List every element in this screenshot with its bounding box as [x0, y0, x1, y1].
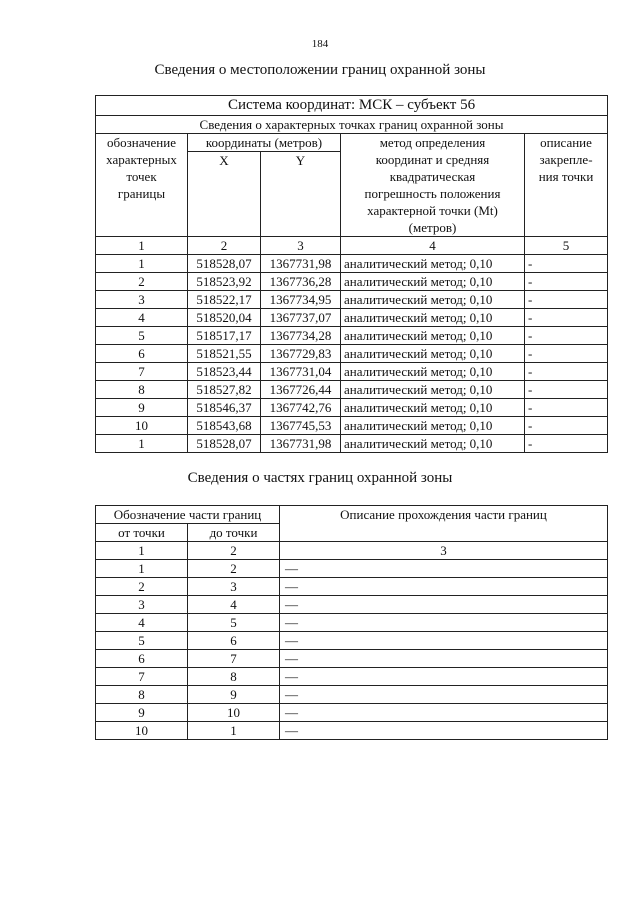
table-row [96, 399, 608, 417]
table-cell: аналитический метод; 0,10 [341, 273, 525, 291]
col-number: 5 [525, 237, 608, 255]
table-cell: 518527,82 [188, 381, 261, 399]
table-row [96, 686, 608, 704]
table-row [96, 650, 608, 668]
table-cell: 3 [188, 578, 280, 596]
col-number: 2 [188, 237, 261, 255]
table-cell: аналитический метод; 0,10 [341, 363, 525, 381]
table-cell: 1367737,07 [261, 309, 341, 327]
header-x: X [188, 152, 261, 237]
table-cell: 8 [188, 668, 280, 686]
table-cell: - [525, 327, 608, 345]
table-cell: 6 [96, 650, 188, 668]
table-cell: 2 [96, 578, 188, 596]
table-cell: - [525, 345, 608, 363]
table-cell: — [280, 632, 608, 650]
table-cell: 8 [96, 381, 188, 399]
table-cell: 9 [96, 704, 188, 722]
header-designation: обозначение характерных точек границы [96, 134, 188, 237]
table-cell: аналитический метод; 0,10 [341, 381, 525, 399]
table-cell: — [280, 704, 608, 722]
header-from-point: от точки [96, 524, 188, 542]
table-row [96, 327, 608, 345]
table-cell: — [280, 614, 608, 632]
table-cell: — [280, 560, 608, 578]
table-cell: 4 [96, 614, 188, 632]
table-cell: 518543,68 [188, 417, 261, 435]
table-row [96, 668, 608, 686]
table-cell: 2 [188, 560, 280, 578]
table-cell: — [280, 668, 608, 686]
table-cell: 7 [96, 668, 188, 686]
table-cell: 10 [96, 722, 188, 740]
table-cell: - [525, 399, 608, 417]
header-method: метод определения координат и средняя квадратическая погрешность положения характерной точки (Mt) (метров) [341, 134, 525, 237]
table-cell: аналитический метод; 0,10 [341, 435, 525, 453]
table-cell: — [280, 686, 608, 704]
table-row [96, 291, 608, 309]
table-cell: 518523,44 [188, 363, 261, 381]
table-cell: - [525, 417, 608, 435]
table-row [96, 578, 608, 596]
boundary-points-table [95, 95, 608, 453]
table-row [96, 632, 608, 650]
table-cell: 7 [96, 363, 188, 381]
table-cell: — [280, 650, 608, 668]
table-cell: 518520,04 [188, 309, 261, 327]
table-row [96, 273, 608, 291]
header-y: Y [261, 152, 341, 237]
table-cell: 3 [96, 291, 188, 309]
table-cell: 5 [188, 614, 280, 632]
table-cell: 1 [96, 255, 188, 273]
table-cell: 518521,55 [188, 345, 261, 363]
table-row [96, 704, 608, 722]
table-row [96, 596, 608, 614]
table-cell: 3 [96, 596, 188, 614]
table-cell: - [525, 381, 608, 399]
table-cell: 8 [96, 686, 188, 704]
table-cell: 9 [188, 686, 280, 704]
table-cell: 1367734,28 [261, 327, 341, 345]
table-cell: аналитический метод; 0,10 [341, 255, 525, 273]
table-cell: 9 [96, 399, 188, 417]
table-cell: 1367729,83 [261, 345, 341, 363]
header-to-point: до точки [188, 524, 280, 542]
table-cell: 1367731,98 [261, 435, 341, 453]
table-row [96, 255, 608, 273]
table-cell: 1 [188, 722, 280, 740]
boundary-parts-table [95, 505, 608, 740]
col-number: 4 [341, 237, 525, 255]
col-number: 3 [261, 237, 341, 255]
table-cell: - [525, 309, 608, 327]
table-cell: 1367726,44 [261, 381, 341, 399]
table-cell: аналитический метод; 0,10 [341, 327, 525, 345]
table-cell: - [525, 435, 608, 453]
table-cell: аналитический метод; 0,10 [341, 345, 525, 363]
table-cell: 518517,17 [188, 327, 261, 345]
table-cell: 518546,37 [188, 399, 261, 417]
table-cell: 10 [188, 704, 280, 722]
table-row [96, 614, 608, 632]
table-cell: — [280, 596, 608, 614]
table-row [96, 435, 608, 453]
table-cell: 4 [188, 596, 280, 614]
table-cell: 6 [188, 632, 280, 650]
table-cell: 4 [96, 309, 188, 327]
col-number: 1 [96, 542, 188, 560]
table-cell: - [525, 273, 608, 291]
table-row [96, 309, 608, 327]
table-cell: 7 [188, 650, 280, 668]
table-cell: аналитический метод; 0,10 [341, 399, 525, 417]
section-title-location: Сведения о местоположении границ охранной зоны [154, 62, 486, 78]
table-cell: 518528,07 [188, 255, 261, 273]
col-number: 1 [96, 237, 188, 255]
table-cell: 1 [96, 435, 188, 453]
table-cell: 518528,07 [188, 435, 261, 453]
table-row [96, 345, 608, 363]
header-parts-description: Описание прохождения части границ [280, 506, 608, 542]
section-title-parts: Сведения о частях границ охранной зоны [187, 470, 453, 486]
table-cell: 1367745,53 [261, 417, 341, 435]
table-row [96, 560, 608, 578]
table-row [96, 722, 608, 740]
col-number: 2 [188, 542, 280, 560]
table-cell: аналитический метод; 0,10 [341, 417, 525, 435]
coord-system: Система координат: МСК – субъект 56 [96, 96, 608, 116]
table-cell: 1 [96, 560, 188, 578]
table-row [96, 381, 608, 399]
table-cell: 1367742,76 [261, 399, 341, 417]
table-cell: — [280, 722, 608, 740]
table-cell: 518523,92 [188, 273, 261, 291]
table-cell: 1367736,28 [261, 273, 341, 291]
table-cell: - [525, 255, 608, 273]
table-cell: аналитический метод; 0,10 [341, 291, 525, 309]
table-cell: 6 [96, 345, 188, 363]
table-cell: 10 [96, 417, 188, 435]
col-number: 3 [280, 542, 608, 560]
table-subtitle: Сведения о характерных точках границ охранной зоны [96, 116, 608, 134]
table-cell: - [525, 363, 608, 381]
table-cell: 5 [96, 327, 188, 345]
table-cell: 5 [96, 632, 188, 650]
page-number: 184 [311, 38, 329, 50]
table-cell: аналитический метод; 0,10 [341, 309, 525, 327]
header-parts: Обозначение части границ [96, 506, 280, 524]
header-description: описание закрепле- ния точки [525, 134, 608, 237]
table-cell: 518522,17 [188, 291, 261, 309]
table-cell: 1367731,98 [261, 255, 341, 273]
table-cell: — [280, 578, 608, 596]
header-coordinates: координаты (метров) [188, 134, 341, 152]
table-cell: 1367731,04 [261, 363, 341, 381]
table-cell: 2 [96, 273, 188, 291]
table-row [96, 363, 608, 381]
table-cell: 1367734,95 [261, 291, 341, 309]
table-row [96, 417, 608, 435]
table-cell: - [525, 291, 608, 309]
